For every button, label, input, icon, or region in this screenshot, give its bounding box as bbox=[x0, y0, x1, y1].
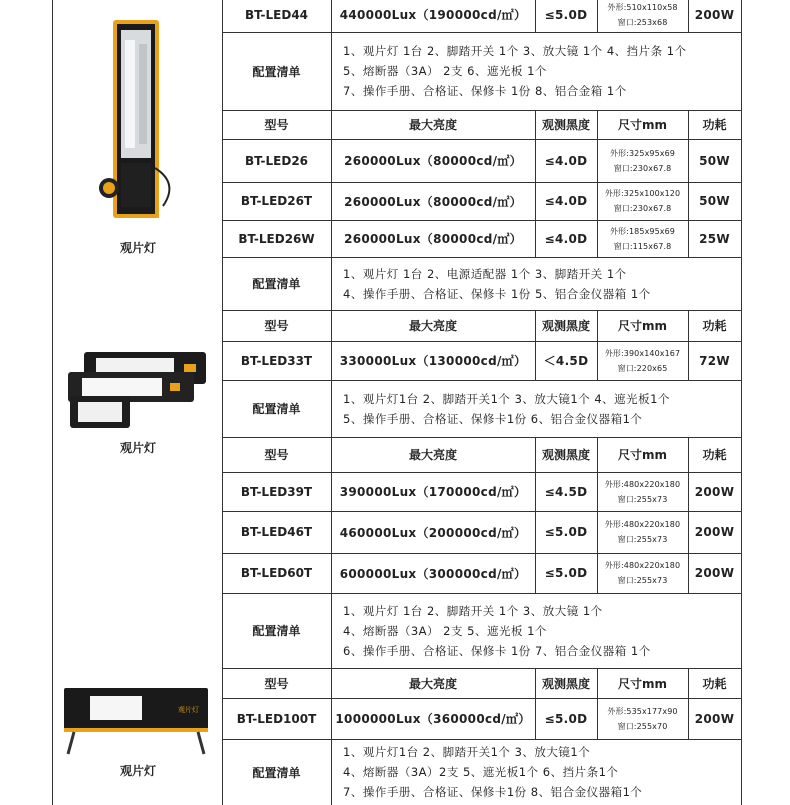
config-item: 1、观片灯 1台 2、脚踏开关 1个 3、放大镜 1个 4、挡片条 1个 bbox=[343, 44, 687, 58]
column-header-power: 功耗 bbox=[702, 448, 727, 462]
power-cell: 200W bbox=[694, 484, 735, 499]
density-cell: ≤4.0D bbox=[544, 153, 588, 168]
config-item: 1、观片灯1台 2、脚踏开关1个 3、放大镜1个 bbox=[343, 745, 591, 759]
brightness-cell: 440000Lux（190000cd/㎡） bbox=[339, 8, 527, 22]
column-header-density: 观测黑度 bbox=[541, 319, 590, 333]
config-item: 1、观片灯 1台 2、脚踏开关 1个 3、放大镜 1个 bbox=[343, 603, 603, 618]
config-list bbox=[343, 742, 642, 802]
column-header-power: 功耗 bbox=[702, 676, 727, 691]
size-window: 窗口:255x73 bbox=[617, 535, 668, 544]
brightness-cell: 460000Lux（200000cd/㎡） bbox=[339, 525, 527, 540]
product-caption-3: 观片灯 bbox=[119, 764, 156, 778]
model-cell: BT-LED60T bbox=[240, 566, 313, 580]
tall-viewer-image bbox=[95, 18, 180, 223]
column-header-model: 型号 bbox=[264, 676, 289, 691]
size-outer: 外形:480x220x180 bbox=[604, 561, 681, 570]
column-header-brightness: 最大亮度 bbox=[408, 448, 457, 462]
size-outer: 外形:480x220x180 bbox=[604, 520, 681, 529]
config-label: 配置清单 bbox=[252, 402, 301, 416]
config-label: 配置清单 bbox=[252, 277, 301, 291]
density-cell: ≤5.0D bbox=[544, 525, 588, 539]
config-list bbox=[343, 264, 651, 304]
config-label: 配置清单 bbox=[252, 765, 301, 780]
power-cell: 50W bbox=[699, 194, 730, 208]
product-caption-2: 观片灯 bbox=[119, 441, 156, 455]
product-caption-1: 观片灯 bbox=[119, 241, 156, 255]
density-cell: ≤5.0D bbox=[544, 7, 588, 22]
size-window: 窗口:115x67.8 bbox=[613, 241, 672, 251]
model-cell: BT-LED44 bbox=[244, 7, 309, 22]
brightness-cell: 260000Lux（80000cd/㎡） bbox=[344, 232, 522, 246]
brightness-cell: 260000Lux（80000cd/㎡） bbox=[344, 154, 522, 168]
size-outer: 外形:325x95x69 bbox=[610, 148, 675, 158]
size-outer: 外形:390x140x167 bbox=[604, 348, 681, 358]
size-cell bbox=[597, 139, 688, 182]
column-header-model: 型号 bbox=[264, 319, 289, 333]
column-header-size: 尺寸mm bbox=[617, 448, 667, 462]
density-cell: ≤5.0D bbox=[544, 711, 588, 726]
size-cell bbox=[597, 472, 688, 511]
size-outer: 外形:185x95x69 bbox=[610, 226, 675, 236]
brightness-cell: 1000000Lux（360000cd/㎡） bbox=[335, 712, 531, 726]
model-cell: BT-LED39T bbox=[240, 484, 313, 499]
density-cell: ≤4.0D bbox=[544, 231, 588, 246]
wide-viewer-image bbox=[60, 684, 212, 756]
config-item: 5、操作手册、合格证、保修卡1份 6、铝合金仪器箱1个 bbox=[343, 411, 643, 426]
size-window: 窗口:253x68 bbox=[617, 17, 668, 27]
model-cell: BT-LED26 bbox=[244, 153, 309, 168]
power-cell: 200W bbox=[694, 7, 735, 22]
column-header-size: 尺寸mm bbox=[617, 676, 667, 691]
column-header-brightness: 最大亮度 bbox=[408, 118, 457, 132]
power-cell: 72W bbox=[699, 353, 730, 368]
column-header-power: 功耗 bbox=[702, 118, 727, 132]
size-cell bbox=[597, 220, 688, 257]
config-list bbox=[343, 601, 651, 661]
size-window: 窗口:230x67.8 bbox=[613, 163, 672, 173]
column-header-size: 尺寸mm bbox=[617, 118, 667, 132]
column-header-density: 观测黑度 bbox=[541, 676, 590, 691]
device-front-label: 观片灯 bbox=[178, 706, 199, 714]
model-cell: BT-LED26T bbox=[240, 194, 313, 208]
config-item: 1、观片灯 1台 2、电源适配器 1个 3、脚踏开关 1个 bbox=[343, 266, 627, 281]
config-item: 7、操作手册、合格证、保修卡1份 8、铝合金仪器箱1个 bbox=[343, 785, 643, 799]
size-cell bbox=[597, 511, 688, 553]
model-cell: BT-LED26W bbox=[238, 231, 315, 246]
model-cell: BT-LED33T bbox=[240, 353, 313, 368]
table-right-border bbox=[741, 0, 742, 805]
size-outer: 外形:325x100x120 bbox=[604, 189, 681, 198]
config-label: 配置清单 bbox=[252, 64, 301, 79]
size-cell bbox=[597, 698, 688, 739]
size-cell bbox=[597, 0, 688, 32]
column-header-density: 观测黑度 bbox=[541, 118, 590, 132]
size-window: 窗口:255x73 bbox=[617, 494, 668, 504]
density-cell: ≤4.5D bbox=[544, 484, 588, 499]
column-header-power: 功耗 bbox=[702, 319, 727, 333]
config-list bbox=[343, 389, 670, 429]
config-list bbox=[343, 41, 687, 101]
brightness-cell: 260000Lux（80000cd/㎡） bbox=[344, 194, 522, 209]
brightness-cell: 390000Lux（170000cd/㎡） bbox=[339, 485, 527, 499]
column-header-brightness: 最大亮度 bbox=[408, 319, 457, 333]
size-outer: 外形:480x220x180 bbox=[604, 479, 681, 489]
power-cell: 200W bbox=[694, 566, 735, 580]
power-cell: 200W bbox=[694, 711, 735, 726]
model-cell: BT-LED100T bbox=[236, 711, 317, 726]
size-window: 窗口:220x65 bbox=[617, 363, 668, 373]
column-header-model: 型号 bbox=[264, 448, 289, 462]
brightness-cell: 600000Lux（300000cd/㎡） bbox=[339, 566, 527, 581]
size-window: 窗口:255x70 bbox=[617, 721, 668, 731]
config-label: 配置清单 bbox=[252, 624, 301, 638]
power-cell: 200W bbox=[694, 525, 735, 539]
column-header-model: 型号 bbox=[264, 118, 289, 132]
size-outer: 外形:510x110x58 bbox=[607, 2, 678, 12]
size-outer: 外形:535x177x90 bbox=[607, 706, 678, 716]
config-item: 5、熔断器（3A） 2支 6、遮光板 1个 bbox=[343, 64, 547, 78]
config-item: 6、操作手册、合格证、保修卡 1份 7、铝合金仪器箱 1个 bbox=[343, 643, 651, 658]
density-cell: ≤4.0D bbox=[544, 194, 588, 208]
model-cell: BT-LED46T bbox=[240, 525, 313, 539]
config-item: 4、操作手册、合格证、保修卡 1份 5、铝合金仪器箱 1个 bbox=[343, 286, 651, 301]
size-cell bbox=[597, 182, 688, 220]
density-cell: ＜4.5D bbox=[543, 354, 589, 368]
density-cell: ≤5.0D bbox=[544, 566, 588, 580]
brightness-cell: 330000Lux（130000cd/㎡） bbox=[339, 354, 527, 368]
config-item: 4、熔断器（3A）2支 5、遮光板1个 6、挡片条1个 bbox=[343, 765, 619, 779]
config-item: 7、操作手册、合格证、保修卡 1份 8、铝合金箱 1个 bbox=[343, 84, 627, 98]
config-item: 1、观片灯1台 2、脚踏开关1个 3、放大镜1个 4、遮光板1个 bbox=[343, 391, 670, 406]
power-cell: 25W bbox=[699, 231, 730, 246]
page-left-border bbox=[52, 0, 53, 805]
column-header-density: 观测黑度 bbox=[541, 448, 590, 462]
stacked-viewers-image bbox=[66, 350, 208, 430]
size-cell bbox=[597, 341, 688, 380]
power-cell: 50W bbox=[699, 153, 730, 168]
column-header-brightness: 最大亮度 bbox=[408, 676, 457, 691]
size-window: 窗口:255x73 bbox=[617, 576, 668, 585]
column-header-size: 尺寸mm bbox=[617, 319, 667, 333]
config-item: 4、熔断器（3A） 2支 5、遮光板 1个 bbox=[343, 623, 547, 638]
size-cell bbox=[597, 553, 688, 593]
size-window: 窗口:230x67.8 bbox=[613, 204, 672, 213]
